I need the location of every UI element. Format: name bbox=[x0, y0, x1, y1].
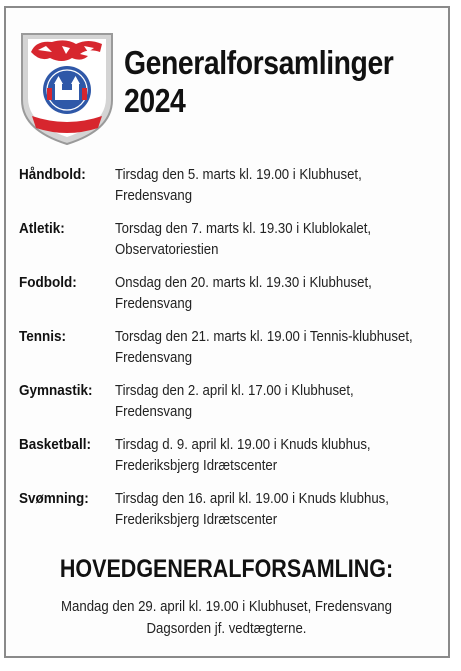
sport-label: Håndbold: bbox=[19, 166, 86, 183]
agf-logo bbox=[18, 30, 116, 148]
meeting-details: Tirsdag den 16. april kl. 19.00 i Knuds klubhus, Frederiksbjerg Idrætscenter bbox=[115, 490, 389, 528]
sport-label: Gymnastik: bbox=[19, 382, 93, 399]
sport-label: Basketball: bbox=[19, 436, 92, 453]
list-item bbox=[19, 428, 439, 482]
meeting-details: Onsdag den 20. marts kl. 19.30 i Klubhuset, Fredensvang bbox=[115, 274, 372, 312]
title-line-1: Generalforsamlinger bbox=[124, 44, 394, 81]
list-item bbox=[19, 212, 439, 266]
sport-label: Svømning: bbox=[19, 490, 89, 507]
meeting-details: Tirsdag d. 9. april kl. 19.00 i Knuds klubhus, Frederiksbjerg Idrætscenter bbox=[115, 436, 371, 474]
main-meeting-details: Mandag den 29. april kl. 19.00 i Klubhuset, Fredensvang bbox=[61, 598, 392, 615]
main-meeting-agenda: Dagsorden jf. vedtægterne. bbox=[146, 620, 307, 637]
title-line-2: 2024 bbox=[124, 82, 186, 119]
list-item bbox=[19, 158, 439, 212]
sport-label: Fodbold: bbox=[19, 274, 77, 291]
list-item bbox=[19, 482, 439, 536]
list-item bbox=[19, 320, 439, 374]
meeting-details: Torsdag den 21. marts kl. 19.00 i Tennis-klubhuset, Fredensvang bbox=[115, 328, 413, 366]
list-item bbox=[19, 266, 439, 320]
meeting-list bbox=[19, 158, 439, 536]
meeting-details: Tirsdag den 2. april kl. 17.00 i Klubhuset, Fredensvang bbox=[115, 382, 354, 420]
meeting-details: Tirsdag den 5. marts kl. 19.00 i Klubhuset, Fredensvang bbox=[115, 166, 362, 204]
page-title bbox=[124, 44, 393, 120]
sport-label: Atletik: bbox=[19, 220, 65, 237]
sport-label: Tennis: bbox=[19, 328, 67, 345]
meeting-details: Torsdag den 7. marts kl. 19.30 i Klublokalet, Observatoriestien bbox=[115, 220, 372, 258]
main-meeting-heading: HOVEDGENERALFORSAMLING: bbox=[59, 555, 394, 583]
list-item bbox=[19, 374, 439, 428]
